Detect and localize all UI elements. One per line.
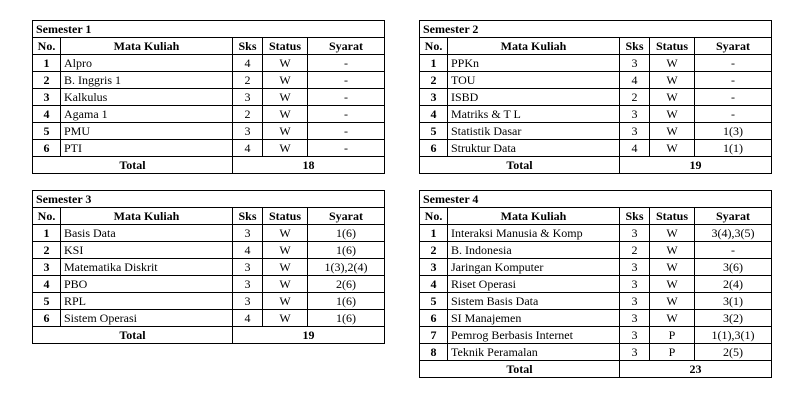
header-no: No.: [33, 38, 61, 55]
semester-title-row: [420, 21, 772, 38]
course-name: SI Manajemen: [448, 310, 620, 327]
course-sks: 3: [233, 225, 263, 242]
header-row: [33, 208, 385, 225]
course-sks: 4: [620, 72, 650, 89]
course-status: W: [263, 89, 308, 106]
course-prerequisite: 3(2): [695, 310, 772, 327]
total-label: Total: [420, 157, 620, 174]
header-syarat: Syarat: [308, 208, 385, 225]
course-status: W: [650, 72, 695, 89]
row-number: 4: [420, 276, 448, 293]
row-number: 2: [420, 72, 448, 89]
course-prerequisite: 1(1): [695, 140, 772, 157]
course-sks: 3: [620, 55, 650, 72]
row-number: 1: [420, 225, 448, 242]
row-number: 3: [420, 259, 448, 276]
course-name: Sistem Basis Data: [448, 293, 620, 310]
table-row: [33, 310, 385, 327]
table-row: [420, 106, 772, 123]
course-name: Matematika Diskrit: [61, 259, 233, 276]
semester-4-table: [419, 190, 772, 378]
header-sks: Sks: [233, 38, 263, 55]
table-row: [420, 55, 772, 72]
row-number: 8: [420, 344, 448, 361]
course-sks: 3: [620, 327, 650, 344]
course-status: W: [650, 242, 695, 259]
table-row: [420, 140, 772, 157]
total-row: [420, 361, 772, 378]
semester-title: Semester 1: [33, 21, 385, 38]
course-name: Riset Operasi: [448, 276, 620, 293]
table-row: [33, 55, 385, 72]
course-status: W: [263, 123, 308, 140]
total-sks: 19: [233, 327, 385, 344]
row-number: 2: [33, 242, 61, 259]
course-prerequisite: -: [695, 55, 772, 72]
course-status: W: [263, 276, 308, 293]
total-label: Total: [33, 327, 233, 344]
row-number: 5: [33, 293, 61, 310]
row-number: 1: [420, 55, 448, 72]
course-status: P: [650, 327, 695, 344]
course-name: Agama 1: [61, 106, 233, 123]
course-prerequisite: -: [308, 106, 385, 123]
semester-2-table: [419, 20, 772, 174]
semester-title: Semester 4: [420, 191, 772, 208]
course-prerequisite: 1(6): [308, 225, 385, 242]
row-number: 1: [33, 225, 61, 242]
course-status: W: [263, 72, 308, 89]
course-status: W: [263, 310, 308, 327]
course-sks: 2: [233, 72, 263, 89]
header-syarat: Syarat: [695, 208, 772, 225]
course-name: Interaksi Manusia & Komp: [448, 225, 620, 242]
course-sks: 3: [620, 106, 650, 123]
table-row: [420, 225, 772, 242]
header-sks: Sks: [620, 208, 650, 225]
semester-title: Semester 2: [420, 21, 772, 38]
header-sks: Sks: [233, 208, 263, 225]
table-row: [33, 72, 385, 89]
total-sks: 18: [233, 157, 385, 174]
total-row: [33, 157, 385, 174]
course-status: W: [650, 89, 695, 106]
header-status: Status: [650, 38, 695, 55]
row-number: 5: [420, 293, 448, 310]
course-prerequisite: 2(5): [695, 344, 772, 361]
header-row: [33, 38, 385, 55]
header-mata-kuliah: Mata Kuliah: [448, 38, 620, 55]
row-number: 1: [33, 55, 61, 72]
course-status: W: [263, 225, 308, 242]
header-mata-kuliah: Mata Kuliah: [448, 208, 620, 225]
course-prerequisite: -: [695, 89, 772, 106]
course-prerequisite: 2(4): [695, 276, 772, 293]
course-name: Kalkulus: [61, 89, 233, 106]
course-status: W: [650, 225, 695, 242]
course-name: PBO: [61, 276, 233, 293]
table-row: [33, 242, 385, 259]
course-name: Pemrog Berbasis Internet: [448, 327, 620, 344]
semester-title-row: [33, 21, 385, 38]
header-syarat: Syarat: [308, 38, 385, 55]
table-row: [420, 327, 772, 344]
row-number: 4: [420, 106, 448, 123]
row-number: 2: [33, 72, 61, 89]
course-sks: 3: [620, 225, 650, 242]
table-row: [33, 89, 385, 106]
table-row: [420, 72, 772, 89]
course-name: PPKn: [448, 55, 620, 72]
course-name: RPL: [61, 293, 233, 310]
total-row: [33, 327, 385, 344]
row-number: 2: [420, 242, 448, 259]
course-sks: 4: [233, 310, 263, 327]
course-name: PTI: [61, 140, 233, 157]
row-number: 4: [33, 106, 61, 123]
course-status: W: [650, 310, 695, 327]
course-sks: 4: [233, 242, 263, 259]
table-row: [33, 259, 385, 276]
course-sks: 4: [233, 140, 263, 157]
row-number: 6: [33, 310, 61, 327]
table-row: [33, 225, 385, 242]
course-sks: 3: [233, 89, 263, 106]
header-row: [420, 208, 772, 225]
course-name: Teknik Peramalan: [448, 344, 620, 361]
course-prerequisite: -: [695, 72, 772, 89]
total-row: [420, 157, 772, 174]
course-name: PMU: [61, 123, 233, 140]
total-sks: 19: [620, 157, 772, 174]
course-status: W: [263, 293, 308, 310]
row-number: 5: [33, 123, 61, 140]
course-sks: 3: [233, 123, 263, 140]
course-sks: 2: [620, 242, 650, 259]
header-row: [420, 38, 772, 55]
course-name: ISBD: [448, 89, 620, 106]
course-sks: 2: [233, 106, 263, 123]
course-prerequisite: 1(6): [308, 242, 385, 259]
total-label: Total: [420, 361, 620, 378]
course-status: W: [650, 106, 695, 123]
course-status: W: [263, 140, 308, 157]
header-mata-kuliah: Mata Kuliah: [61, 38, 233, 55]
row-number: 3: [420, 89, 448, 106]
table-row: [420, 293, 772, 310]
table-row: [33, 293, 385, 310]
course-prerequisite: 1(6): [308, 293, 385, 310]
course-prerequisite: 3(1): [695, 293, 772, 310]
course-status: W: [263, 242, 308, 259]
course-prerequisite: 1(3): [695, 123, 772, 140]
semester-title-row: [33, 191, 385, 208]
course-prerequisite: 3(6): [695, 259, 772, 276]
row-number: 7: [420, 327, 448, 344]
header-no: No.: [33, 208, 61, 225]
semester-1-table: [32, 20, 385, 174]
course-prerequisite: 1(3),2(4): [308, 259, 385, 276]
course-name: TOU: [448, 72, 620, 89]
semester-title-row: [420, 191, 772, 208]
course-name: Jaringan Komputer: [448, 259, 620, 276]
header-status: Status: [263, 208, 308, 225]
course-prerequisite: -: [695, 106, 772, 123]
table-row: [420, 344, 772, 361]
table-row: [420, 242, 772, 259]
course-sks: 3: [620, 344, 650, 361]
table-row: [420, 89, 772, 106]
course-prerequisite: 1(6): [308, 310, 385, 327]
course-sks: 3: [233, 293, 263, 310]
total-label: Total: [33, 157, 233, 174]
course-prerequisite: -: [308, 89, 385, 106]
course-name: B. Indonesia: [448, 242, 620, 259]
header-no: No.: [420, 208, 448, 225]
course-sks: 3: [233, 276, 263, 293]
course-name: Statistik Dasar: [448, 123, 620, 140]
course-prerequisite: -: [308, 123, 385, 140]
course-prerequisite: 1(1),3(1): [695, 327, 772, 344]
course-status: W: [650, 140, 695, 157]
course-sks: 3: [620, 123, 650, 140]
course-status: P: [650, 344, 695, 361]
course-name: Sistem Operasi: [61, 310, 233, 327]
course-status: W: [650, 123, 695, 140]
row-number: 6: [33, 140, 61, 157]
course-status: W: [263, 55, 308, 72]
row-number: 4: [33, 276, 61, 293]
course-status: W: [650, 259, 695, 276]
table-row: [420, 310, 772, 327]
header-syarat: Syarat: [695, 38, 772, 55]
table-row: [420, 123, 772, 140]
course-prerequisite: 3(4),3(5): [695, 225, 772, 242]
course-prerequisite: -: [695, 242, 772, 259]
course-sks: 2: [620, 89, 650, 106]
header-status: Status: [263, 38, 308, 55]
semester-title: Semester 3: [33, 191, 385, 208]
course-status: W: [263, 106, 308, 123]
row-number: 5: [420, 123, 448, 140]
table-row: [420, 276, 772, 293]
table-row: [33, 276, 385, 293]
semester-3-table: [32, 190, 385, 344]
course-status: W: [650, 55, 695, 72]
row-number: 3: [33, 259, 61, 276]
course-name: KSI: [61, 242, 233, 259]
course-sks: 4: [620, 140, 650, 157]
course-prerequisite: -: [308, 140, 385, 157]
table-row: [33, 140, 385, 157]
course-status: W: [650, 293, 695, 310]
course-status: W: [650, 276, 695, 293]
course-name: Matriks & T L: [448, 106, 620, 123]
course-name: Alpro: [61, 55, 233, 72]
row-number: 6: [420, 310, 448, 327]
course-name: Struktur Data: [448, 140, 620, 157]
table-row: [33, 123, 385, 140]
course-name: Basis Data: [61, 225, 233, 242]
course-status: W: [263, 259, 308, 276]
course-sks: 3: [620, 259, 650, 276]
header-sks: Sks: [620, 38, 650, 55]
course-prerequisite: -: [308, 72, 385, 89]
header-status: Status: [650, 208, 695, 225]
row-number: 3: [33, 89, 61, 106]
course-prerequisite: 2(6): [308, 276, 385, 293]
header-mata-kuliah: Mata Kuliah: [61, 208, 233, 225]
course-sks: 3: [233, 259, 263, 276]
course-name: B. Inggris 1: [61, 72, 233, 89]
course-sks: 3: [620, 310, 650, 327]
course-sks: 4: [233, 55, 263, 72]
table-row: [420, 259, 772, 276]
row-number: 6: [420, 140, 448, 157]
table-row: [33, 106, 385, 123]
total-sks: 23: [620, 361, 772, 378]
course-sks: 3: [620, 293, 650, 310]
course-sks: 3: [620, 276, 650, 293]
header-no: No.: [420, 38, 448, 55]
course-prerequisite: -: [308, 55, 385, 72]
